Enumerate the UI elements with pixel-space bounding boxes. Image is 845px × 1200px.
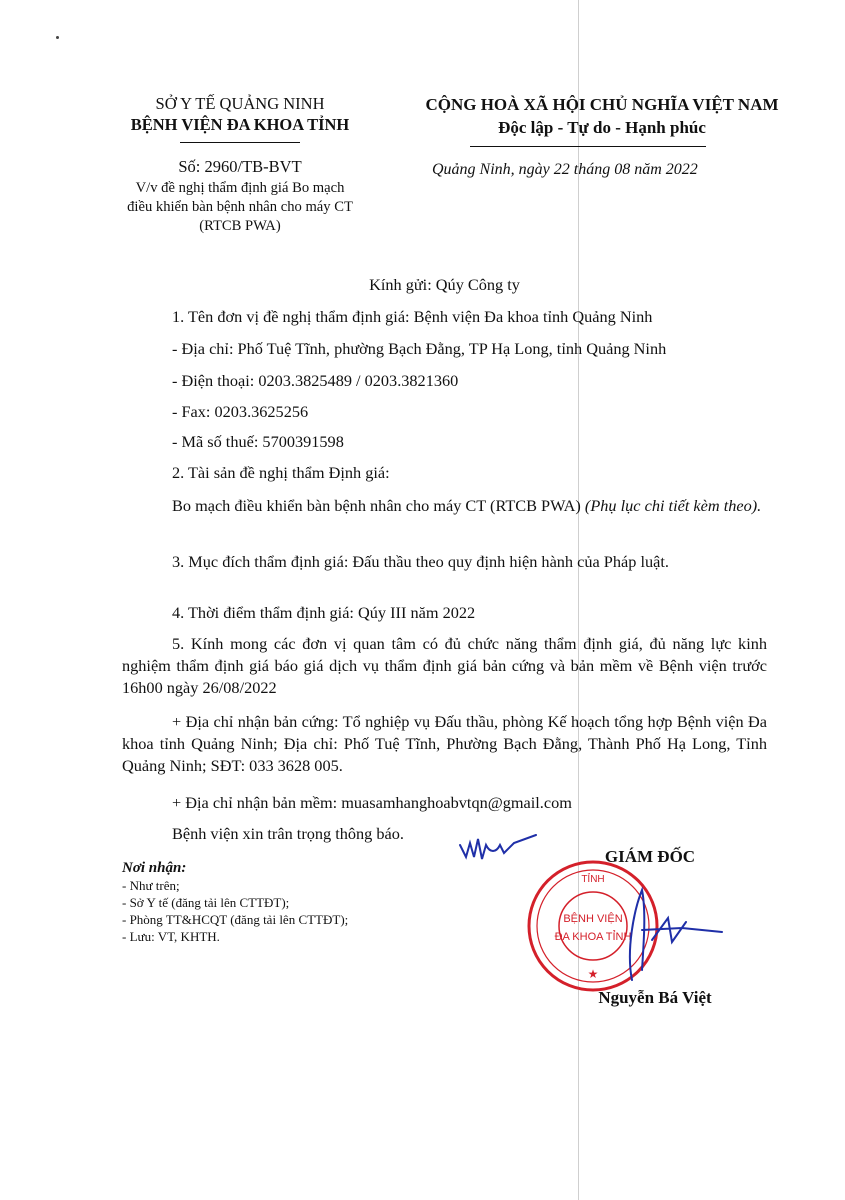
- fax-line: - Fax: 0203.3625256: [172, 402, 309, 421]
- issuer-parent: SỞ Y TẾ QUẢNG NINH: [155, 94, 325, 113]
- phone-line: - Điện thoại: 0203.3825489 / 0203.3821360: [172, 371, 459, 390]
- address-line: - Địa chỉ: Phố Tuệ Tĩnh, phường Bạch Đằng, TP Hạ Long, tỉnh Quảng Ninh: [172, 339, 667, 358]
- item-3: 3. Mục đích thẩm định giá: Đấu thầu theo quy định hiện hành của Pháp luật.: [172, 552, 669, 571]
- signer-title: GIÁM ĐỐC: [604, 847, 696, 866]
- recipient-item: - Như trên;: [122, 878, 180, 893]
- document-date: Quảng Ninh, ngày 22 tháng 08 năm 2022: [432, 161, 698, 178]
- stamp-line-2: ĐA KHOA TỈNH: [554, 931, 632, 943]
- greeting: Kính gửi: Qúy Công ty: [369, 275, 520, 294]
- stamp-top-text: TỈNH: [581, 874, 605, 885]
- asset-paragraph: [122, 495, 767, 517]
- recipients-title: Nơi nhận:: [122, 860, 187, 876]
- soft-copy-address: + Địa chỉ nhận bản mềm: muasamhanghoabvtqn@gmail.com: [172, 793, 572, 812]
- tax-line: - Mã số thuế: 5700391598: [172, 432, 344, 451]
- hard-copy-address: + Địa chỉ nhận bản cứng: Tổ nghiệp vụ Đấu thầu, phòng Kế hoạch tổng hợp Bệnh viện Đa khoa tỉnh Quảng Ninh; Địa chỉ: Phố Tuệ Tĩnh, Phường Bạch Đằng, Thành Phố Hạ Long, Tỉnh Quảng Ninh; SĐT: 033 3628 005.: [122, 712, 767, 775]
- national-motto: Độc lập - Tự do - Hạnh phúc: [498, 118, 706, 137]
- recipient-item: - Phòng TT&HCQT (đăng tải lên CTTĐT);: [122, 912, 349, 927]
- item-2: 2. Tài sản đề nghị thẩm Định giá:: [172, 463, 390, 482]
- subject-line: điều khiển bàn bệnh nhân cho máy CT: [127, 199, 353, 215]
- document-number: Số: 2960/TB-BVT: [178, 157, 302, 176]
- country-name: CỘNG HOÀ XÃ HỘI CHỦ NGHĨA VIỆT NAM: [425, 95, 779, 114]
- subject-line: (RTCB PWA): [199, 218, 281, 234]
- recipient-item: - Sở Y tế (đăng tải lên CTTĐT);: [122, 895, 290, 910]
- stamp-line-1: BỆNH VIỆN: [563, 913, 623, 925]
- closing-line: Bệnh viện xin trân trọng thông báo.: [172, 824, 404, 843]
- issuer-underline: [180, 142, 300, 143]
- scan-speck: [56, 36, 59, 39]
- signer-name: Nguyễn Bá Việt: [598, 988, 712, 1007]
- recipient-item: - Lưu: VT, KHTH.: [122, 929, 220, 944]
- handwritten-signature: [612, 870, 732, 990]
- national-header: [392, 93, 812, 139]
- asset-text: Bo mạch điều khiển bàn bệnh nhân cho máy CT (RTCB PWA): [172, 496, 585, 515]
- item-5: 5. Kính mong các đơn vị quan tâm có đủ chức năng thẩm định giá, đủ năng lực kinh nghiệm thẩm định giá báo giá dịch vụ thẩm định giá bản cứng và bản mềm về Bệnh viện trước 16h00 ngày 26/08/2022: [122, 634, 767, 697]
- subject-line: V/v đề nghị thẩm định giá Bo mạch: [135, 180, 345, 196]
- svg-text:★: ★: [587, 967, 599, 981]
- document-subject: [85, 179, 395, 236]
- item-4: 4. Thời điểm thẩm định giá: Qúy III năm 2022: [172, 603, 476, 622]
- item-1: 1. Tên đơn vị đề nghị thẩm định giá: Bệnh viện Đa khoa tỉnh Quảng Ninh: [172, 307, 653, 326]
- page-fold-line: [578, 0, 579, 1200]
- motto-underline: [470, 146, 706, 147]
- asset-note: (Phụ lục chi tiết kèm theo).: [584, 496, 762, 515]
- recipients-block: [122, 860, 452, 945]
- issuer-name: BỆNH VIỆN ĐA KHOA TỈNH: [130, 115, 350, 134]
- issuer-block: [85, 93, 395, 135]
